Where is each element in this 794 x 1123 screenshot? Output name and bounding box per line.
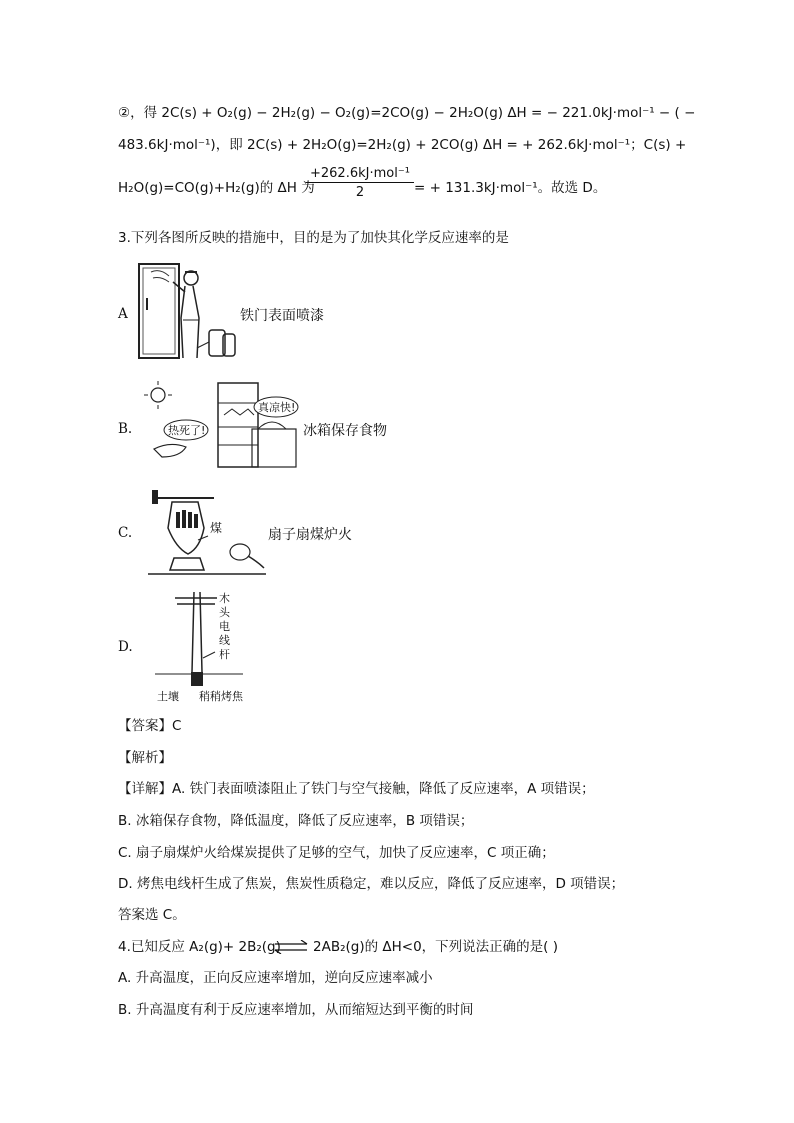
- solution-line-1: ②，得 2C(s) + O₂(g) − 2H₂(g) − O₂(g)=2CO(g) − 2H₂O(g) ΔH = − 221.0kJ·mol⁻¹ − ( −: [118, 105, 696, 121]
- analysis-label: 【解析】: [118, 750, 172, 766]
- detail-line-b: B. 冰箱保存食物，降低温度，降低了反应速率，B 项错误；: [118, 813, 474, 829]
- option-b-caption: 冰箱保存食物: [303, 423, 387, 439]
- q4-stem-suffix: 2AB₂(g)的 ΔH<0，下列说法正确的是( ): [313, 939, 559, 955]
- detail-line-a: 【详解】A. 铁门表面喷漆阻止了铁门与空气接触，降低了反应速率，A 项错误；: [118, 781, 595, 797]
- option-d-letter: D.: [118, 639, 133, 655]
- detail-line-d: D. 烤焦电线杆生成了焦炭，焦炭性质稳定，难以反应，降低了反应速率，D 项错误；: [118, 876, 625, 892]
- q4-option-b: B. 升高温度有利于反应速率增加，从而缩短达到平衡的时间: [118, 1002, 474, 1018]
- coal-label: 煤: [210, 521, 223, 535]
- fraction-denominator: 2: [355, 185, 365, 200]
- pole-label-4: 线: [219, 634, 230, 647]
- option-a-caption: 铁门表面喷漆: [240, 308, 324, 324]
- pole-label-2: 头: [219, 606, 230, 619]
- fraction-numerator: +262.6kJ·mol⁻¹: [310, 166, 410, 181]
- pole-label-5: 杆: [219, 648, 230, 661]
- fan-coal-stove-image: [148, 488, 266, 578]
- refrigerator-food-image: [140, 375, 300, 473]
- delta-h-fraction: [306, 166, 414, 200]
- bubble-cool: 真凉快!: [258, 401, 296, 414]
- q4-stem-prefix: 4.已知反应 A₂(g)+ 2B₂(g): [118, 939, 281, 955]
- pole-label-3: 电: [219, 620, 230, 633]
- soil-label: 土壤: [157, 690, 179, 703]
- solution-line-2: 483.6kJ·mol⁻¹)，即 2C(s) + 2H₂O(g)=2H₂(g) + 2CO(g) ΔH = + 262.6kJ·mol⁻¹；C(s) +: [118, 137, 687, 153]
- solution-line-3-prefix: H₂O(g)=CO(g)+H₂(g)的 ΔH 为: [118, 180, 315, 196]
- wooden-pole-image: [155, 588, 255, 706]
- option-b-letter: B.: [118, 421, 133, 437]
- option-c-caption: 扇子扇煤炉火: [268, 527, 352, 543]
- bubble-hot: 热死了!: [168, 424, 206, 437]
- fraction-bar: [306, 182, 414, 183]
- q3-stem: 3.下列各图所反映的措施中，目的是为了加快其化学反应速率的是: [118, 230, 509, 246]
- spray-painting-door-image: [135, 258, 240, 366]
- pole-label-1: 木: [219, 592, 230, 605]
- answer-label: 【答案】C: [118, 718, 182, 734]
- burnt-label: 稍稍烤焦: [199, 690, 243, 703]
- answer-choice-line: 答案选 C。: [118, 907, 186, 923]
- option-c-letter: C.: [118, 525, 133, 541]
- q4-option-a: A. 升高温度，正向反应速率增加，逆向反应速率减小: [118, 970, 433, 986]
- detail-line-c: C. 扇子扇煤炉火给煤炭提供了足够的空气，加快了反应速率，C 项正确；: [118, 845, 555, 861]
- solution-line-3-suffix: = + 131.3kJ·mol⁻¹。故选 D。: [414, 180, 607, 196]
- equilibrium-arrows-icon: [273, 940, 309, 954]
- option-a-letter: A: [118, 306, 128, 322]
